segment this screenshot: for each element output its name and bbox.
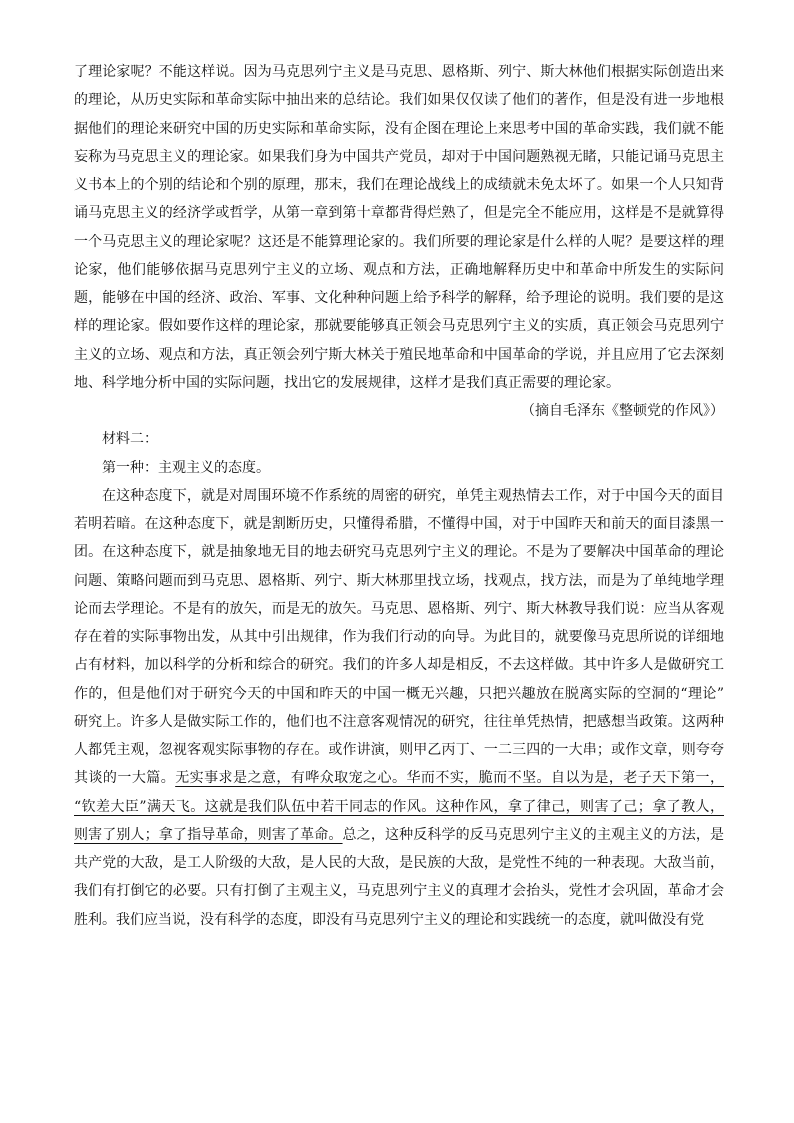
text-line: 共产党的大敌，是工人阶级的大敌，是人民的大敌，是民族的大敌，是党性不纯的一种表现。大敌当前， [74, 855, 724, 871]
text-line: 诵马克思主义的经济学或哲学，从第一章到第十章都背得烂熟了，但是完全不能应用，这样是不是就算得 [74, 205, 724, 222]
text-line: 的理论，从历史实际和革命实际中抽出来的总结论。我们如果仅仅读了他们的著作，但是没有进一步地根 [74, 92, 724, 109]
source-citation: （摘自毛泽东《整顿党的作风》） [521, 403, 724, 419]
text-line-partly-underlined [74, 764, 724, 792]
attitude-heading: 第一种：主观主义的态度。 [102, 459, 270, 476]
text-segment: 其谈的一大篇。 [74, 770, 176, 787]
text-line: 在这种态度下，就是对周围环境不作系统的周密的研究，单凭主观热情去工作，对于中国今天的面目 [102, 487, 724, 504]
text-line: 作的，但是他们对于研究今天的中国和昨天的中国一概无兴趣，只把兴趣放在脱离实际的空洞的“理论” [74, 685, 724, 702]
text-line: 论家，他们能够依据马克思列宁主义的立场、观点和方法，正确地解释历史中和革命中所发生的实际问 [74, 261, 724, 278]
underlined-text-segment: 无实事求是之意，有哗众取宠之心。华而不实，脆而不坚。自以为是，老子天下第一， [175, 770, 724, 787]
text-line: 据他们的理论来研究中国的历史实际和革命实际，没有企图在理论上来思考中国的革命实践，我们就不能 [74, 120, 724, 137]
text-line: 占有材料，加以科学的分析和综合的研究。我们的许多人却是相反，不去这样做。其中许多人是做研究工 [74, 657, 724, 674]
text-line-partly-underlined [74, 821, 724, 849]
text-line: 了理论家呢？不能这样说。因为马克思列宁主义是马克思、恩格斯、列宁、斯大林他们根据实际创造出来 [74, 64, 724, 80]
text-line: 样的理论家。假如要作这样的理论家，那就要能够真正领会马克思列宁主义的实质，真正领会马克思列宁 [74, 318, 724, 335]
text-line: 主义的立场、观点和方法，真正领会列宁斯大林关于殖民地革命和中国革命的学说，并且应用了它去深刻 [74, 346, 724, 363]
underlined-text-segment: 则害了别人；拿了指导革命，则害了革命。 [74, 826, 343, 843]
text-line: 问题、策略问题而到马克思、恩格斯、列宁、斯大林那里找立场，找观点，找方法，而是为了单纯地学理 [74, 572, 724, 589]
text-line: 义书本上的个别的结论和个别的原理，那末，我们在理论战线上的成绩就未免太坏了。如果一个人只知背 [74, 177, 724, 193]
text-line: 论而去学理论。不是有的放矢，而是无的放矢。马克思、恩格斯、列宁、斯大林教导我们说：应当从客观 [74, 600, 724, 617]
text-segment [74, 770, 724, 786]
material-label: 材料二： [102, 431, 158, 448]
text-line: 团。在这种态度下，就是抽象地无目的地去研究马克思列宁主义的理论。不是为了要解决中国革命的理论 [74, 544, 724, 561]
paragraph-subjectivism [74, 482, 724, 934]
paragraph-theorist [74, 58, 724, 397]
text-line: 妄称为马克思主义的理论家。如果我们身为中国共产党员，却对于中国问题熟视无睹，只能记诵马克思主 [74, 148, 724, 165]
text-line: 一个马克思主义的理论家呢？这还是不能算理论家的。我们所要的理论家是什么样的人呢？是要这样的理 [74, 233, 724, 250]
text-line: 若明若暗。在这种态度下，就是割断历史，只懂得希腊，不懂得中国，对于中国昨天和前天的面目漆黑一 [74, 516, 724, 532]
text-line: 题，能够在中国的经济、政治、军事、文化种种问题上给予科学的解释，给予理论的说明。我们要的是这 [74, 290, 724, 306]
text-line: 人都凭主观，忽视客观实际事物的存在。或作讲演，则甲乙丙丁、一二三四的一大串；或作文章，则夸夸 [74, 742, 724, 758]
text-line: 存在着的实际事物出发，从其中引出规律，作为我们行动的向导。为此目的，就要像马克思所说的详细地 [74, 629, 724, 645]
text-line: 研究上。许多人是做实际工作的，他们也不注意客观情况的研究，往往单凭热情，把感想当政策。这两种 [74, 713, 724, 730]
text-segment: 总之，这种反科学的反马克思列宁主义的主观主义的方法，是 [342, 826, 724, 843]
document-page [74, 58, 724, 934]
text-line: 胜利。我们应当说，没有科学的态度，即没有马克思列宁主义的理论和实践统一的态度，就叫做没有党 [74, 911, 704, 928]
underlined-text-line: “钦差大臣”满天飞。这就是我们队伍中若干同志的作风。这种作风，拿了律己，则害了己；拿了教人， [74, 798, 724, 815]
text-line: 我们有打倒它的必要。只有打倒了主观主义，马克思列宁主义的真理才会抬头，党性才会巩固，革命才会 [74, 883, 724, 900]
text-line: 地、科学地分析中国的实际问题，找出它的发展规律，这样才是我们真正需要的理论家。 [74, 374, 620, 391]
